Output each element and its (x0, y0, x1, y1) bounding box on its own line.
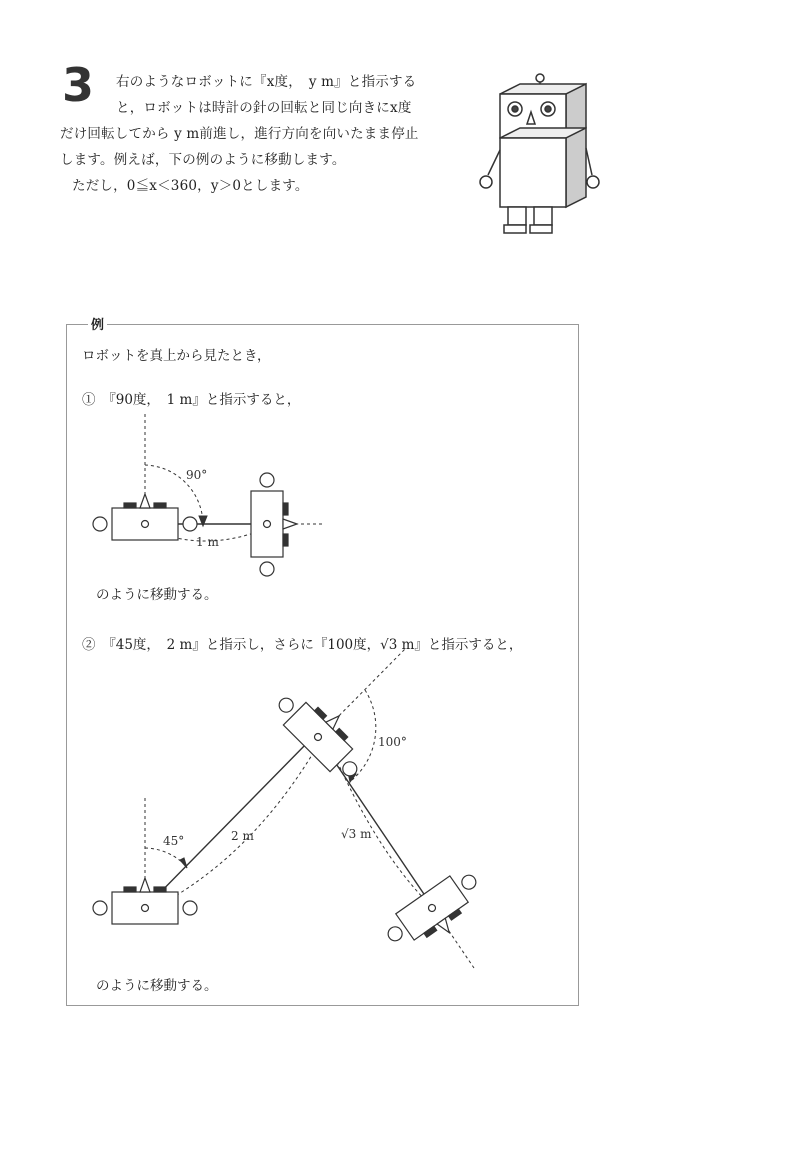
problem-text-line-2: と，ロボットは時計の針の回転と同じ向きにx度 (116, 100, 412, 116)
case1-distance-label: 1 m (196, 535, 219, 549)
case1-instruction: ① 『90度， 1 m』と指示すると， (82, 392, 301, 408)
case2-instruction: ② 『45度， 2 m』と指示し，さらに『100度，√3 m』と指示すると， (82, 637, 523, 653)
problem-text-line-4: します。例えば，下の例のように移動します。 (60, 152, 346, 168)
example-label: 例 (88, 314, 107, 333)
case2-result: のように移動する。 (96, 978, 218, 994)
case2-angle2-label: 100° (378, 735, 407, 749)
example-intro: ロボットを真上から見たとき， (82, 348, 271, 364)
case1-result: のように移動する。 (96, 587, 218, 603)
problem-text-line-3: だけ回転してから y m前進し，進行方向を向いたまま停止 (60, 126, 419, 142)
case2-distance1-label: 2 m (231, 829, 254, 843)
problem-text-line-1: 右のようなロボットに『x度， y m』と指示する (116, 74, 417, 90)
case2-distance2-label: √3 m (341, 827, 372, 841)
problem-text-line-5: ただし，0≦x＜360，y＞0とします。 (72, 178, 309, 194)
case1-angle-label: 90° (186, 468, 208, 482)
case2-angle1-label: 45° (163, 834, 185, 848)
problem-number: 3 (62, 58, 95, 112)
